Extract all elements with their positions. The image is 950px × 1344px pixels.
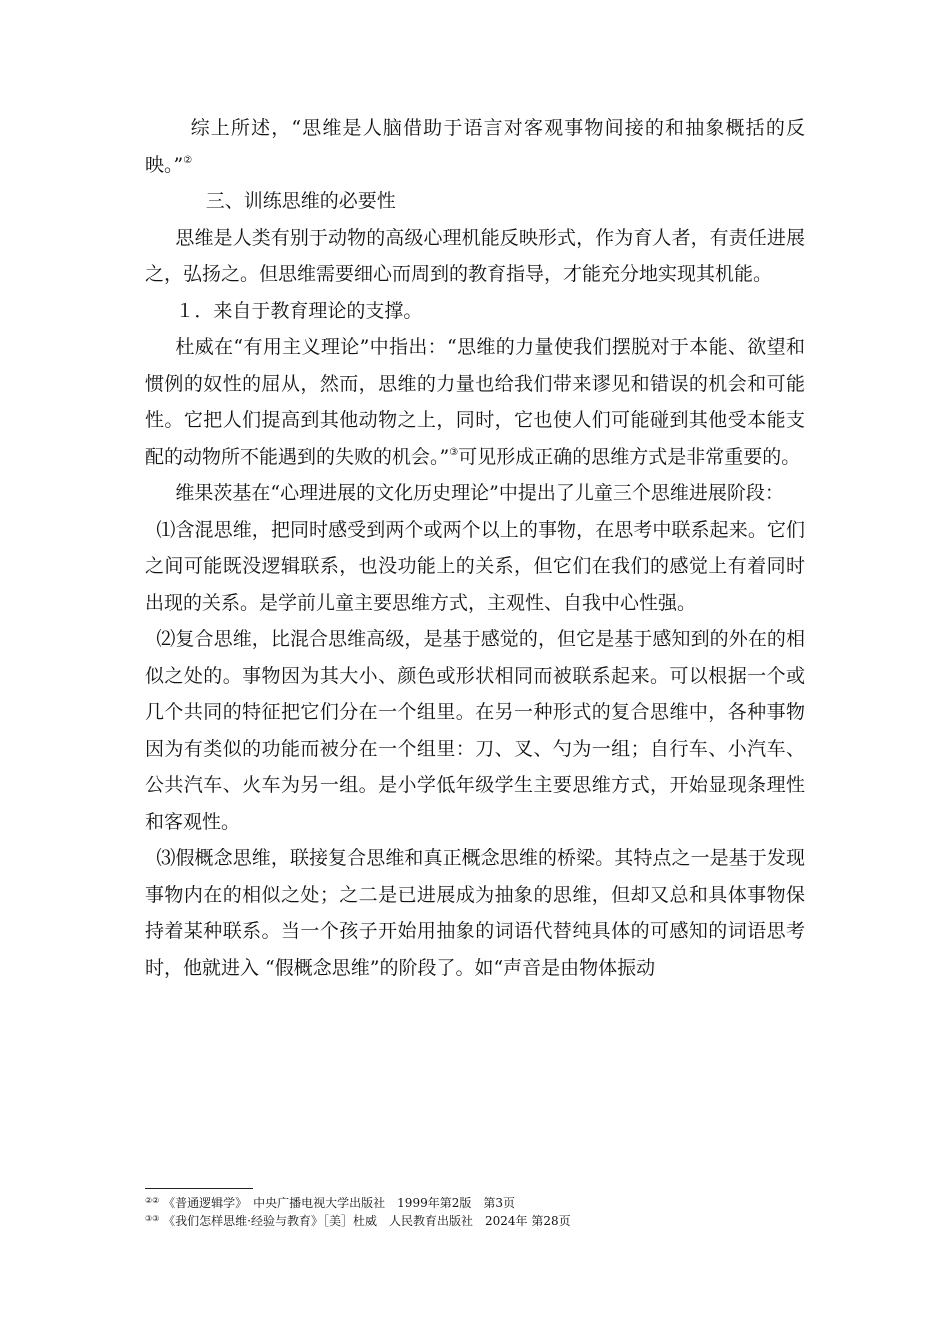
list-item-stage-3: ⑶假概念思维，联接复合思维和真正概念思维的桥梁。其特点之一是基于发现事物内在的相似之处；之二是已进展成为抽象的思维，但却又总和具体事物保持着某种联系。当一个孩子开始用抽象的词语代替纯具体的可感知的词语思考时，他就进入 “假概念思维”的阶段了。如“声音是由物体振动 (145, 847, 805, 979)
list-item-stage-2: ⑵复合思维，比混合思维高级，是基于感觉的，但它是基于感知到的外在的相似之处的。事物因为其大小、颜色或形状相同而被联系起来。可以根据一个或几个共同的特征把它们分在一个组里。在另一种形式的复合思维中，各种事物因为有类似的功能而被分在一个组里：刀、叉、勺为一组；自行车、小汽车、公共汽车、火车为另一组。是小学低年级学生主要思维方式，开始显现条理性和客观性。 (145, 628, 805, 833)
footnotes (145, 1194, 845, 1230)
footnote-ref-2: ② (183, 154, 193, 166)
paragraph-vygotsky: 维果茨基在“心理进展的文化历史理论”中提出了儿童三个思维进展阶段： (175, 482, 784, 504)
footnote-ref-3: ③ (449, 446, 459, 458)
footnote-3: ③③ 《我们怎样思维·经验与教育》［美］杜威 人民教育出版社 2024年 第28页 (145, 1214, 571, 1228)
paragraph-dewey: 杜威在“有用主义理论”中指出：“思维的力量使我们摆脱对于本能、欲望和惯例的奴性的屈从，然而，思维的力量也给我们带来谬见和错误的机会和可能性。它把人们提高到其他动物之上，同时，它也使人们可能碰到其他受本能支配的动物所不能遇到的失败的机会。”③可见形成正确的思维方式是非常重要的。 (145, 336, 805, 468)
paragraph-intro: 思维是人类有别于动物的高级心理机能反映形式，作为育人者，有责任进展之，弘扬之。但思维需要细心而周到的教育指导，才能充分地实现其机能。 (145, 226, 805, 285)
footnote-divider (145, 1188, 253, 1189)
footnote-2: ②② 《普通逻辑学》 中央广播电视大学出版社 1999年第2版 第3页 (145, 1196, 515, 1210)
paragraph-summary: 综上所述，“思维是人脑借助于语言对客观事物间接的和抽象概括的反映。”② (145, 117, 805, 176)
body-text (145, 110, 805, 986)
subheading-theory-support: １．来自于教育理论的支撑。 (175, 299, 423, 322)
list-item-stage-1: ⑴含混思维，把同时感受到两个或两个以上的事物，在思考中联系起来。它们之间可能既没逻辑联系，也没功能上的关系，但它们在我们的感觉上有着同时出现的关系。是学前儿童主要思维方式，主观性、自我中心性强。 (145, 518, 805, 614)
section-heading: 三、训练思维的必要性 (205, 190, 396, 212)
